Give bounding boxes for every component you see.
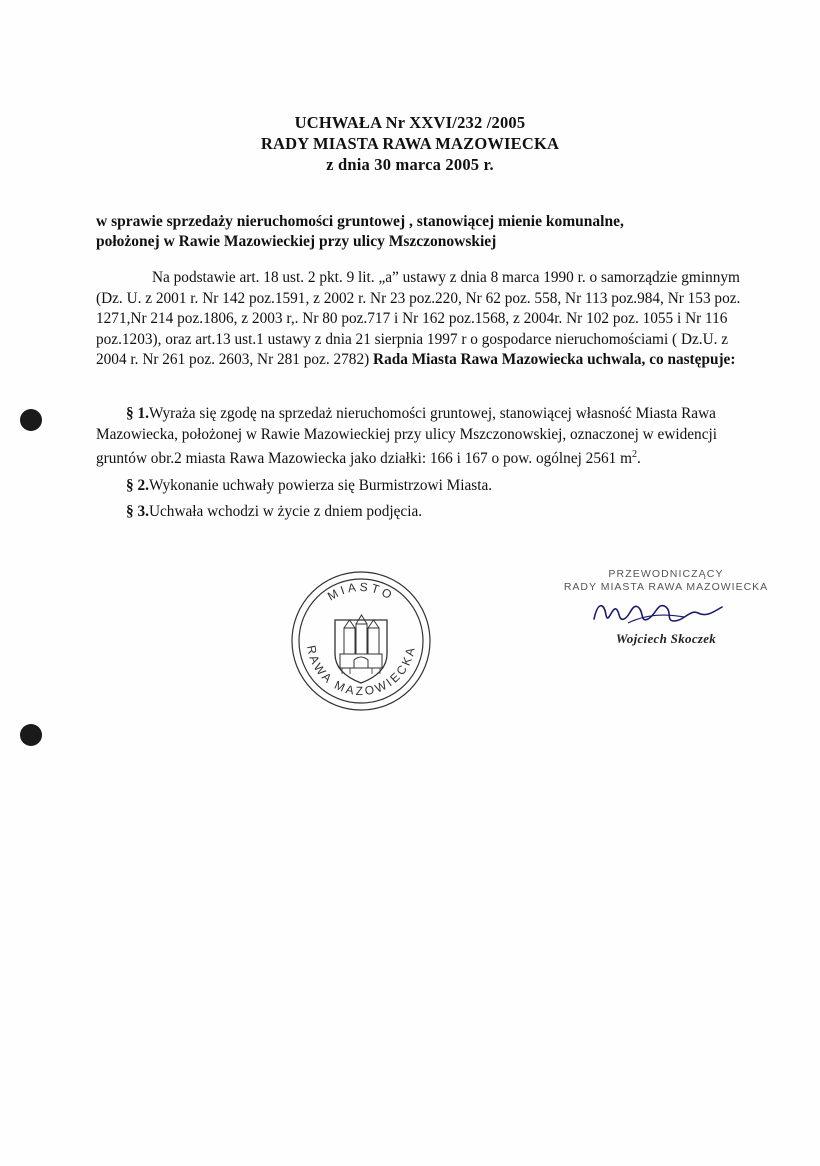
paragraph-3-text: Uchwała wchodzi w życie z dniem podjęcia. <box>148 503 423 521</box>
paragraph-1-marker: § 1. <box>126 405 149 422</box>
signature-block <box>556 568 776 647</box>
seal-bottom-text: RAWA MAZOWIECKA <box>304 644 418 699</box>
handwritten-signature <box>556 595 776 629</box>
paragraph-1-text: Wyraża się zgodę na sprzedaż nieruchomości gruntowej, stanowiącej własność Miasta Rawa Mazowiecka, położonej w Rawie Mazowieckiej przy ulicy Mszczonowskiej, oznaczonej w ewidencji gruntów obr.2 miasta Rawa Mazowiecka jako działki: 166 i 167 o pow. ogólnej 2561 m <box>96 405 717 468</box>
document-subject <box>96 212 736 252</box>
svg-text:RAWA MAZOWIECKA <box>304 644 418 698</box>
title-line-1: UCHWAŁA Nr XXVI/232 /2005 <box>294 113 526 132</box>
paragraph-2 <box>96 476 746 497</box>
svg-text:MIASTO <box>325 580 397 604</box>
document-title <box>0 112 820 175</box>
seal-top-text: MIASTO <box>325 579 398 604</box>
signature-role-line-2: RADY MIASTA RAWA MAZOWIECKA <box>563 581 769 593</box>
subject-line-1: w sprawie sprzedaży nieruchomości gruntowej , stanowiącej mienie komunalne, <box>96 213 624 230</box>
punch-hole-top <box>20 409 42 431</box>
legal-basis-text: Na podstawie art. 18 ust. 2 pkt. 9 lit. „a” ustawy z dnia 8 marca 1990 r. o samorządzie gminnym (Dz. U. z 2001 r. Nr 142 poz.1591, z 2002 r. Nr 23 poz.220, Nr 62 poz. 558, Nr 113 poz.984, Nr 153 poz. 1271,Nr 214 poz.1806, z 2003 r,. Nr 80 poz.717 i Nr 162 poz.1568, z 2004r. Nr 102 poz. 1055 i Nr 116 poz.1203), oraz art.13 ust.1 ustawy z dnia 21 sierpnia 1997 r o gospodarce nieruchomościami ( Dz.U. z 2004 r. Nr 261 poz. 2603, Nr 281 poz. 2782) <box>96 269 741 368</box>
subject-line-2: położonej w Rawie Mazowieckiej przy ulicy Mszczonowskiej <box>96 233 497 250</box>
title-line-3: z dnia 30 marca 2005 r. <box>326 155 494 174</box>
official-seal-stamp <box>290 570 432 712</box>
title-line-2: RADY MIASTA RAWA MAZOWIECKA <box>260 134 560 153</box>
paragraph-2-text: Wykonanie uchwały powierza się Burmistrzowi Miasta. <box>148 476 493 494</box>
punch-hole-bottom <box>20 724 42 746</box>
paragraph-2-marker: § 2. <box>126 476 149 494</box>
document-body <box>96 404 746 523</box>
legal-basis-paragraph <box>96 268 742 371</box>
legal-basis-enacting-clause: Rada Miasta Rawa Mazowiecka uchwala, co następuje: <box>373 351 736 368</box>
signatory-name: Wojciech Skoczek <box>615 631 717 646</box>
paragraph-3 <box>96 502 746 523</box>
paragraph-3-marker: § 3. <box>126 503 149 521</box>
paragraph-1-superscript: 2 <box>632 449 637 460</box>
paragraph-1-text-after: . <box>637 450 641 468</box>
signature-role-line-1: PRZEWODNICZĄCY <box>608 568 724 580</box>
paragraph-1 <box>96 404 746 470</box>
